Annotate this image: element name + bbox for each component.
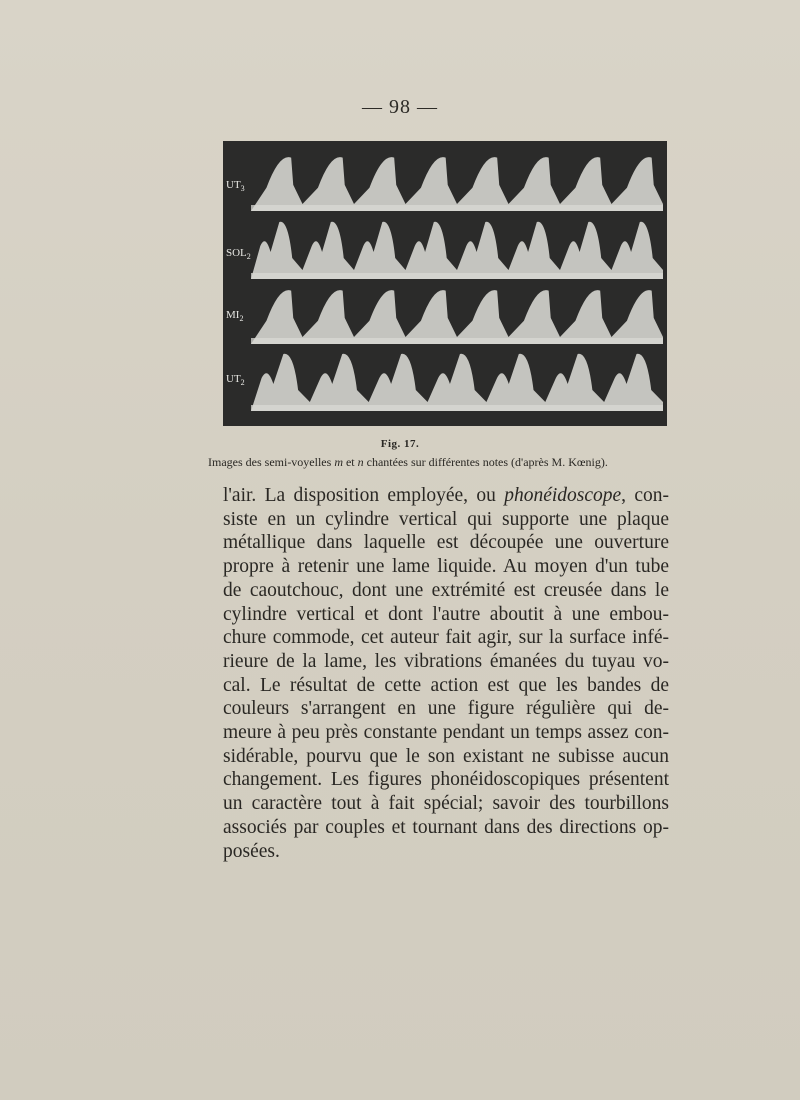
body-line-15: associés par couples et tournant dans des directions op- — [223, 816, 669, 838]
page-number: — 98 — — [362, 96, 438, 118]
body-line-14: un caractère tout à fait spécial; savoir des tourbillons — [223, 793, 669, 815]
body-line-7: chure commode, cet auteur fait agir, sur la surface infé- — [223, 627, 669, 649]
body-line-13: changement. Les figures phonéidoscopiques présentent — [223, 769, 669, 791]
flame-base-4 — [251, 405, 663, 411]
body-line-1: l'air. La disposition employée, ou phonéidoscope, con- — [223, 485, 670, 506]
flame-base-2 — [251, 273, 663, 279]
flame-strip-1 — [251, 157, 663, 211]
row-label-ut2: $UT_2$ — [226, 373, 245, 388]
body-line-12: sidérable, pourvu que le son existant ne subisse aucun — [223, 745, 669, 767]
figure-17-image — [223, 141, 667, 426]
body-line-10: couleurs s'arrangent en une figure régulière qui de- — [223, 698, 669, 720]
flame-base-1 — [251, 205, 663, 211]
row-label-ut3: $UT_3$ — [226, 179, 245, 194]
body-line-5: de caoutchouc, dont une extrémité est creusée dans le — [223, 579, 669, 601]
flame-strips — [223, 141, 667, 426]
figure-label: Fig. 17. — [380, 438, 420, 450]
body-line-16: posées. — [223, 840, 280, 862]
row-label-sol2: $SOL_2$ — [226, 247, 251, 262]
flame-strip-2 — [251, 222, 663, 279]
flame-strip-4 — [251, 354, 663, 411]
body-line-6: cylindre vertical et dont l'autre aboutit à une embou- — [223, 603, 669, 625]
body-paragraph — [223, 484, 669, 863]
body-line-9: cal. Le résultat de cette action est que les bandes de — [223, 674, 669, 696]
row-label-mi2: $MI_2$ — [226, 309, 244, 324]
flame-base-3 — [251, 338, 663, 344]
flame-strip-3 — [251, 290, 663, 344]
figure-caption: Images des semi-voyelles m et n chantées sur différentes notes (d'après M. Kœnig). — [208, 455, 608, 469]
body-line-8: rieure de la lame, les vibrations émanées du tuyau vo- — [223, 650, 669, 672]
body-line-2: siste en un cylindre vertical qui supporte une plaque — [223, 508, 669, 530]
body-line-4: propre à retenir une lame liquide. Au moyen d'un tube — [223, 556, 669, 578]
body-line-3: métallique dans laquelle est découpée une ouverture — [223, 532, 669, 554]
body-line-11: meure à peu près constante pendant un temps assez con- — [223, 722, 669, 744]
